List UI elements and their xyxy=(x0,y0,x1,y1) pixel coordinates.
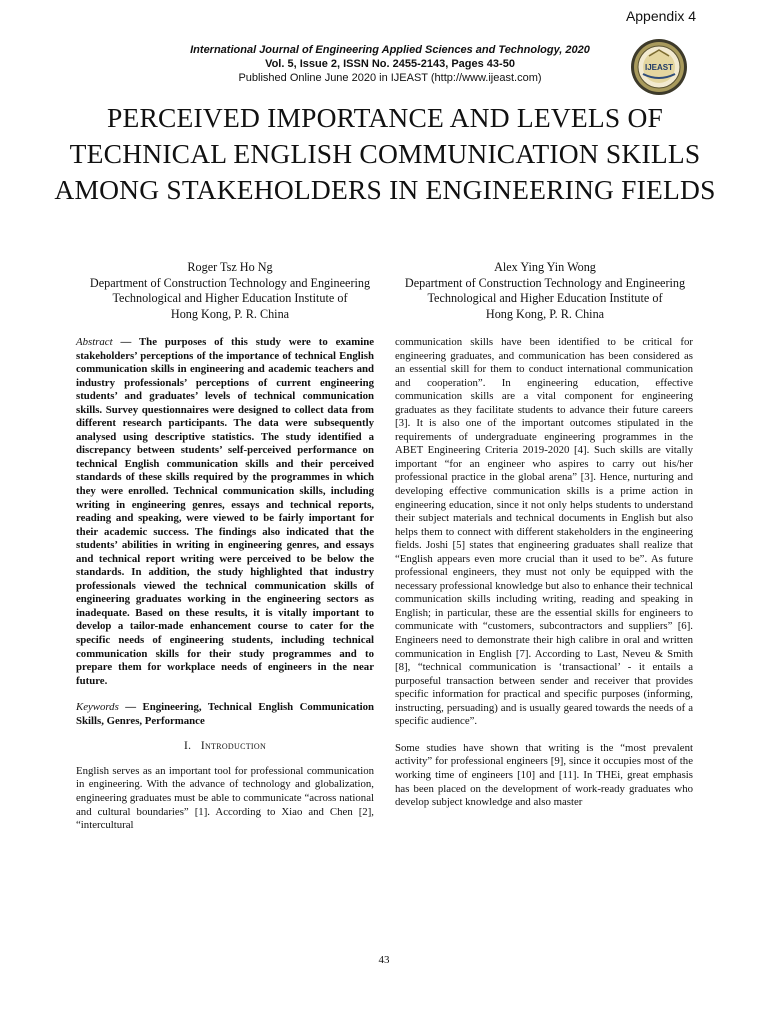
abstract-text: — The purposes of this study were to examine stakeholders’ perceptions of the importance of technical English communication skills in engineering and academic teachers and industry professionals’ perceptions of current engineering students’ and graduates’ levels of technical communication skills. Survey questionnaires were designed to collect data from different research participants. The data were subsequently analysed using descriptive statistics. The study identified a discrepancy between students’ self-perceived performance on technical English communication skills and their perceived standards of these skills required by the programmes in which they were enrolled. Technical communication skills, including writing in engineering genres, essays and technical reports, reading and speaking, were viewed to be fairly important for their academic success. The findings also indicated that the students’ abilities in writing in engineering genres, and essays and technical report writing were perceived to be below the standards. In addition, the study highlighted that industry professionals viewed the technical communication skills of engineering graduates working in the engineering sectors as inadequate. Based on these results, it is vitally important to develop a tailor-made enhancement course to cater for the specific needs of engineering students, including technical communication skills for their study programmes and to prepare them for workplace needs of engineers in the near future. xyxy=(76,336,374,687)
appendix-label: Appendix 4 xyxy=(625,8,696,24)
author-location: Hong Kong, P. R. China xyxy=(485,306,605,321)
abstract xyxy=(76,336,374,688)
author-institute: Technological and Higher Education Institute of xyxy=(427,291,663,305)
journal-volume: Vol. 5, Issue 2, ISSN No. 2455-2143, Pages 43-50 xyxy=(265,58,515,70)
section-heading xyxy=(76,740,374,754)
intro-paragraph: English serves as an important tool for professional communication in engineering. With the advance of technology and globalization, engineering graduates must be able to communicate “across national and cultural boundaries” [1]. According to Xiao and Chen [2], “intercultural xyxy=(76,764,374,832)
abstract-label: Abstract xyxy=(76,336,113,348)
author-block-2 xyxy=(385,260,705,322)
author-block-1 xyxy=(70,260,390,322)
right-column xyxy=(395,336,693,810)
journal-header xyxy=(150,43,630,85)
paper-title: PERCEIVED IMPORTANCE AND LEVELS OF TECHNICAL ENGLISH COMMUNICATION SKILLS AMONG STAKEHOLDERS IN ENGINEERING FIELDS xyxy=(54,102,716,205)
author-department: Department of Construction Technology and Engineering xyxy=(404,275,686,290)
author-location: Hong Kong, P. R. China xyxy=(170,306,290,321)
body-paragraph: Some studies have shown that writing is the “most prevalent activity” for professional engineers [9], since it occupies most of the working time of engineers [10] and [11]. In THEi, great emphasis has been placed on the development of work-ready graduates who develop subject knowledge and also master xyxy=(395,741,693,809)
left-column xyxy=(76,336,374,833)
section-number: I. xyxy=(183,740,192,753)
author-institute: Technological and Higher Education Institute of xyxy=(112,291,348,305)
journal-logo-text: IJEAST xyxy=(644,63,674,72)
keywords-text: — Engineering, Technical English Communication Skills, Genres, Performance xyxy=(76,701,374,727)
journal-published: Published Online June 2020 in IJEAST (http://www.ijeast.com) xyxy=(238,72,542,84)
author-department: Department of Construction Technology and Engineering xyxy=(89,275,371,290)
section-title: Introduction xyxy=(200,740,267,753)
page-number: 43 xyxy=(378,954,390,966)
journal-logo xyxy=(630,38,688,96)
author-name: Alex Ying Yin Wong xyxy=(494,260,596,274)
author-name: Roger Tsz Ho Ng xyxy=(187,260,273,274)
keywords xyxy=(76,701,374,728)
keywords-label: Keywords xyxy=(76,701,119,714)
journal-name: International Journal of Engineering Applied Sciences and Technology, 2020 xyxy=(190,44,590,56)
body-paragraph: communication skills have been identified to be critical for engineering graduates, and communication has been considered as an essential skill for them to conduct international communication and cooperation”. In engineering education, effective communication skills are a vital component for engineering graduates as they facilitate students to advance their future careers [3]. It is also one of the important outcomes stipulated in the requirements of undergraduate engineering programmes in the ABET Engineering Criteria 2019-2020 [4]. Such skills are vitally important “for an engineer who aspires to carry out his/her professional practice in the global arena” [3]. Hence, nurturing and developing effective communication skills is a prime action in engineering education, since it not only helps students to understand their subject materials and technical documents in English but also helps them to connect with different stakeholders in the engineering fields. Joshi [5] states that engineering graduates shall realize that “English appears even more crucial than it used to be”. As future professional engineers, they must not only be equipped with the necessary professional knowledge but also to enhance their technical communication skills including writing, reading and speaking in English; in particular, these are the essential skills for engineers to communicate with “customers, subcontractors and suppliers” [6]. Engineers need to demonstrate their high calibre in oral and written communication in English [7]. According to Last, Neveu & Smith [8], “technical communication is ‘transactional’ - it entails a purposeful transaction between sender and receiver that provides specific information for practical and specific purposes (informing, instructing, persuading) and is usually geared towards the needs of a specific audience”. xyxy=(395,336,693,728)
